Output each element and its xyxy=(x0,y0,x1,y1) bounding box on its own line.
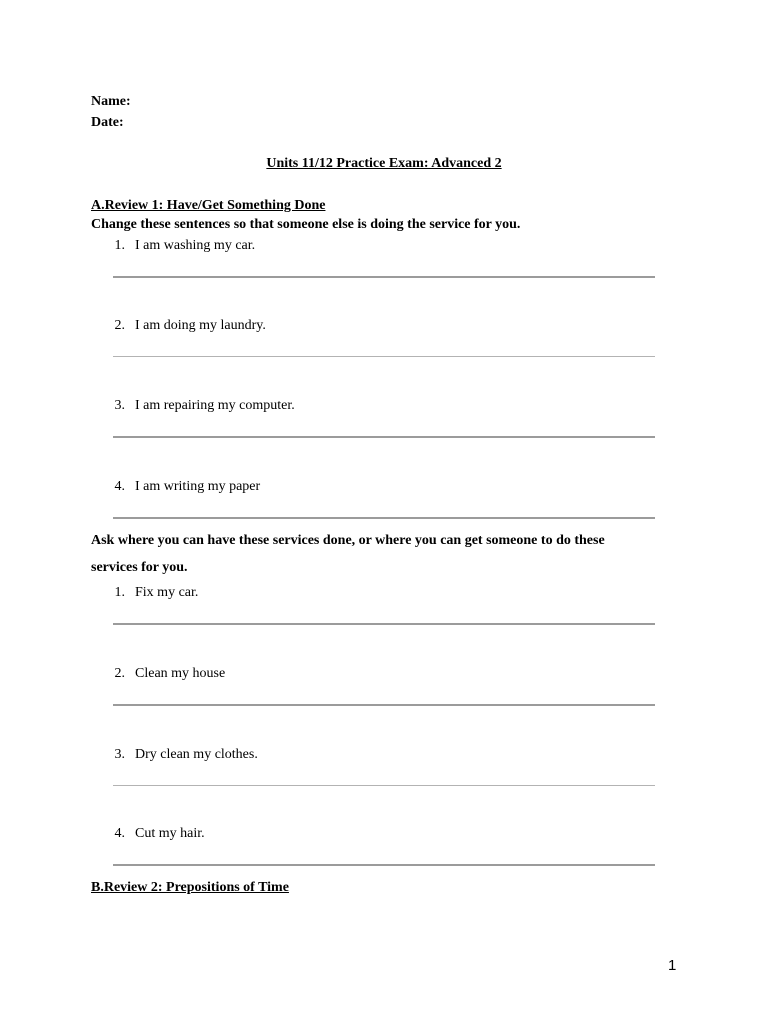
date-label: Date: xyxy=(91,115,124,130)
section-a-instruction: Change these sentences so that someone else is doing the service for you. xyxy=(91,217,521,232)
page-title: Units 11/12 Practice Exam: Advanced 2 xyxy=(266,156,502,171)
answer-line[interactable] xyxy=(113,517,655,519)
answer-line[interactable] xyxy=(113,276,655,278)
page-number: 1 xyxy=(668,957,677,974)
answer-line[interactable] xyxy=(113,704,655,706)
section-a2-instruction-line1: Ask where you can have these services done, or where you can get someone to do these xyxy=(91,533,605,548)
list-item: Clean my house xyxy=(135,666,226,681)
list-item: Fix my car. xyxy=(135,585,199,600)
item-number: 4. xyxy=(114,826,125,841)
item-number: 2. xyxy=(114,666,125,681)
item-number: 1. xyxy=(114,238,125,253)
item-number: 1. xyxy=(114,585,125,600)
answer-line[interactable] xyxy=(113,356,655,357)
list-item: Cut my hair. xyxy=(135,826,205,841)
answer-line[interactable] xyxy=(113,864,655,866)
section-b-heading: B.Review 2: Prepositions of Time xyxy=(91,880,289,895)
name-label: Name: xyxy=(91,94,131,109)
item-number: 3. xyxy=(114,747,125,762)
answer-line[interactable] xyxy=(113,785,655,786)
list-item: I am writing my paper xyxy=(135,479,261,494)
list-item: I am doing my laundry. xyxy=(135,318,266,333)
item-number: 2. xyxy=(114,318,125,333)
list-item: I am washing my car. xyxy=(135,238,256,253)
item-number: 4. xyxy=(114,479,125,494)
list-item: I am repairing my computer. xyxy=(135,398,295,413)
list-item: Dry clean my clothes. xyxy=(135,747,258,762)
answer-line[interactable] xyxy=(113,623,655,625)
answer-line[interactable] xyxy=(113,436,655,438)
section-a2-instruction-line2: services for you. xyxy=(91,560,188,575)
section-a-heading: A.Review 1: Have/Get Something Done xyxy=(91,198,326,213)
item-number: 3. xyxy=(114,398,125,413)
